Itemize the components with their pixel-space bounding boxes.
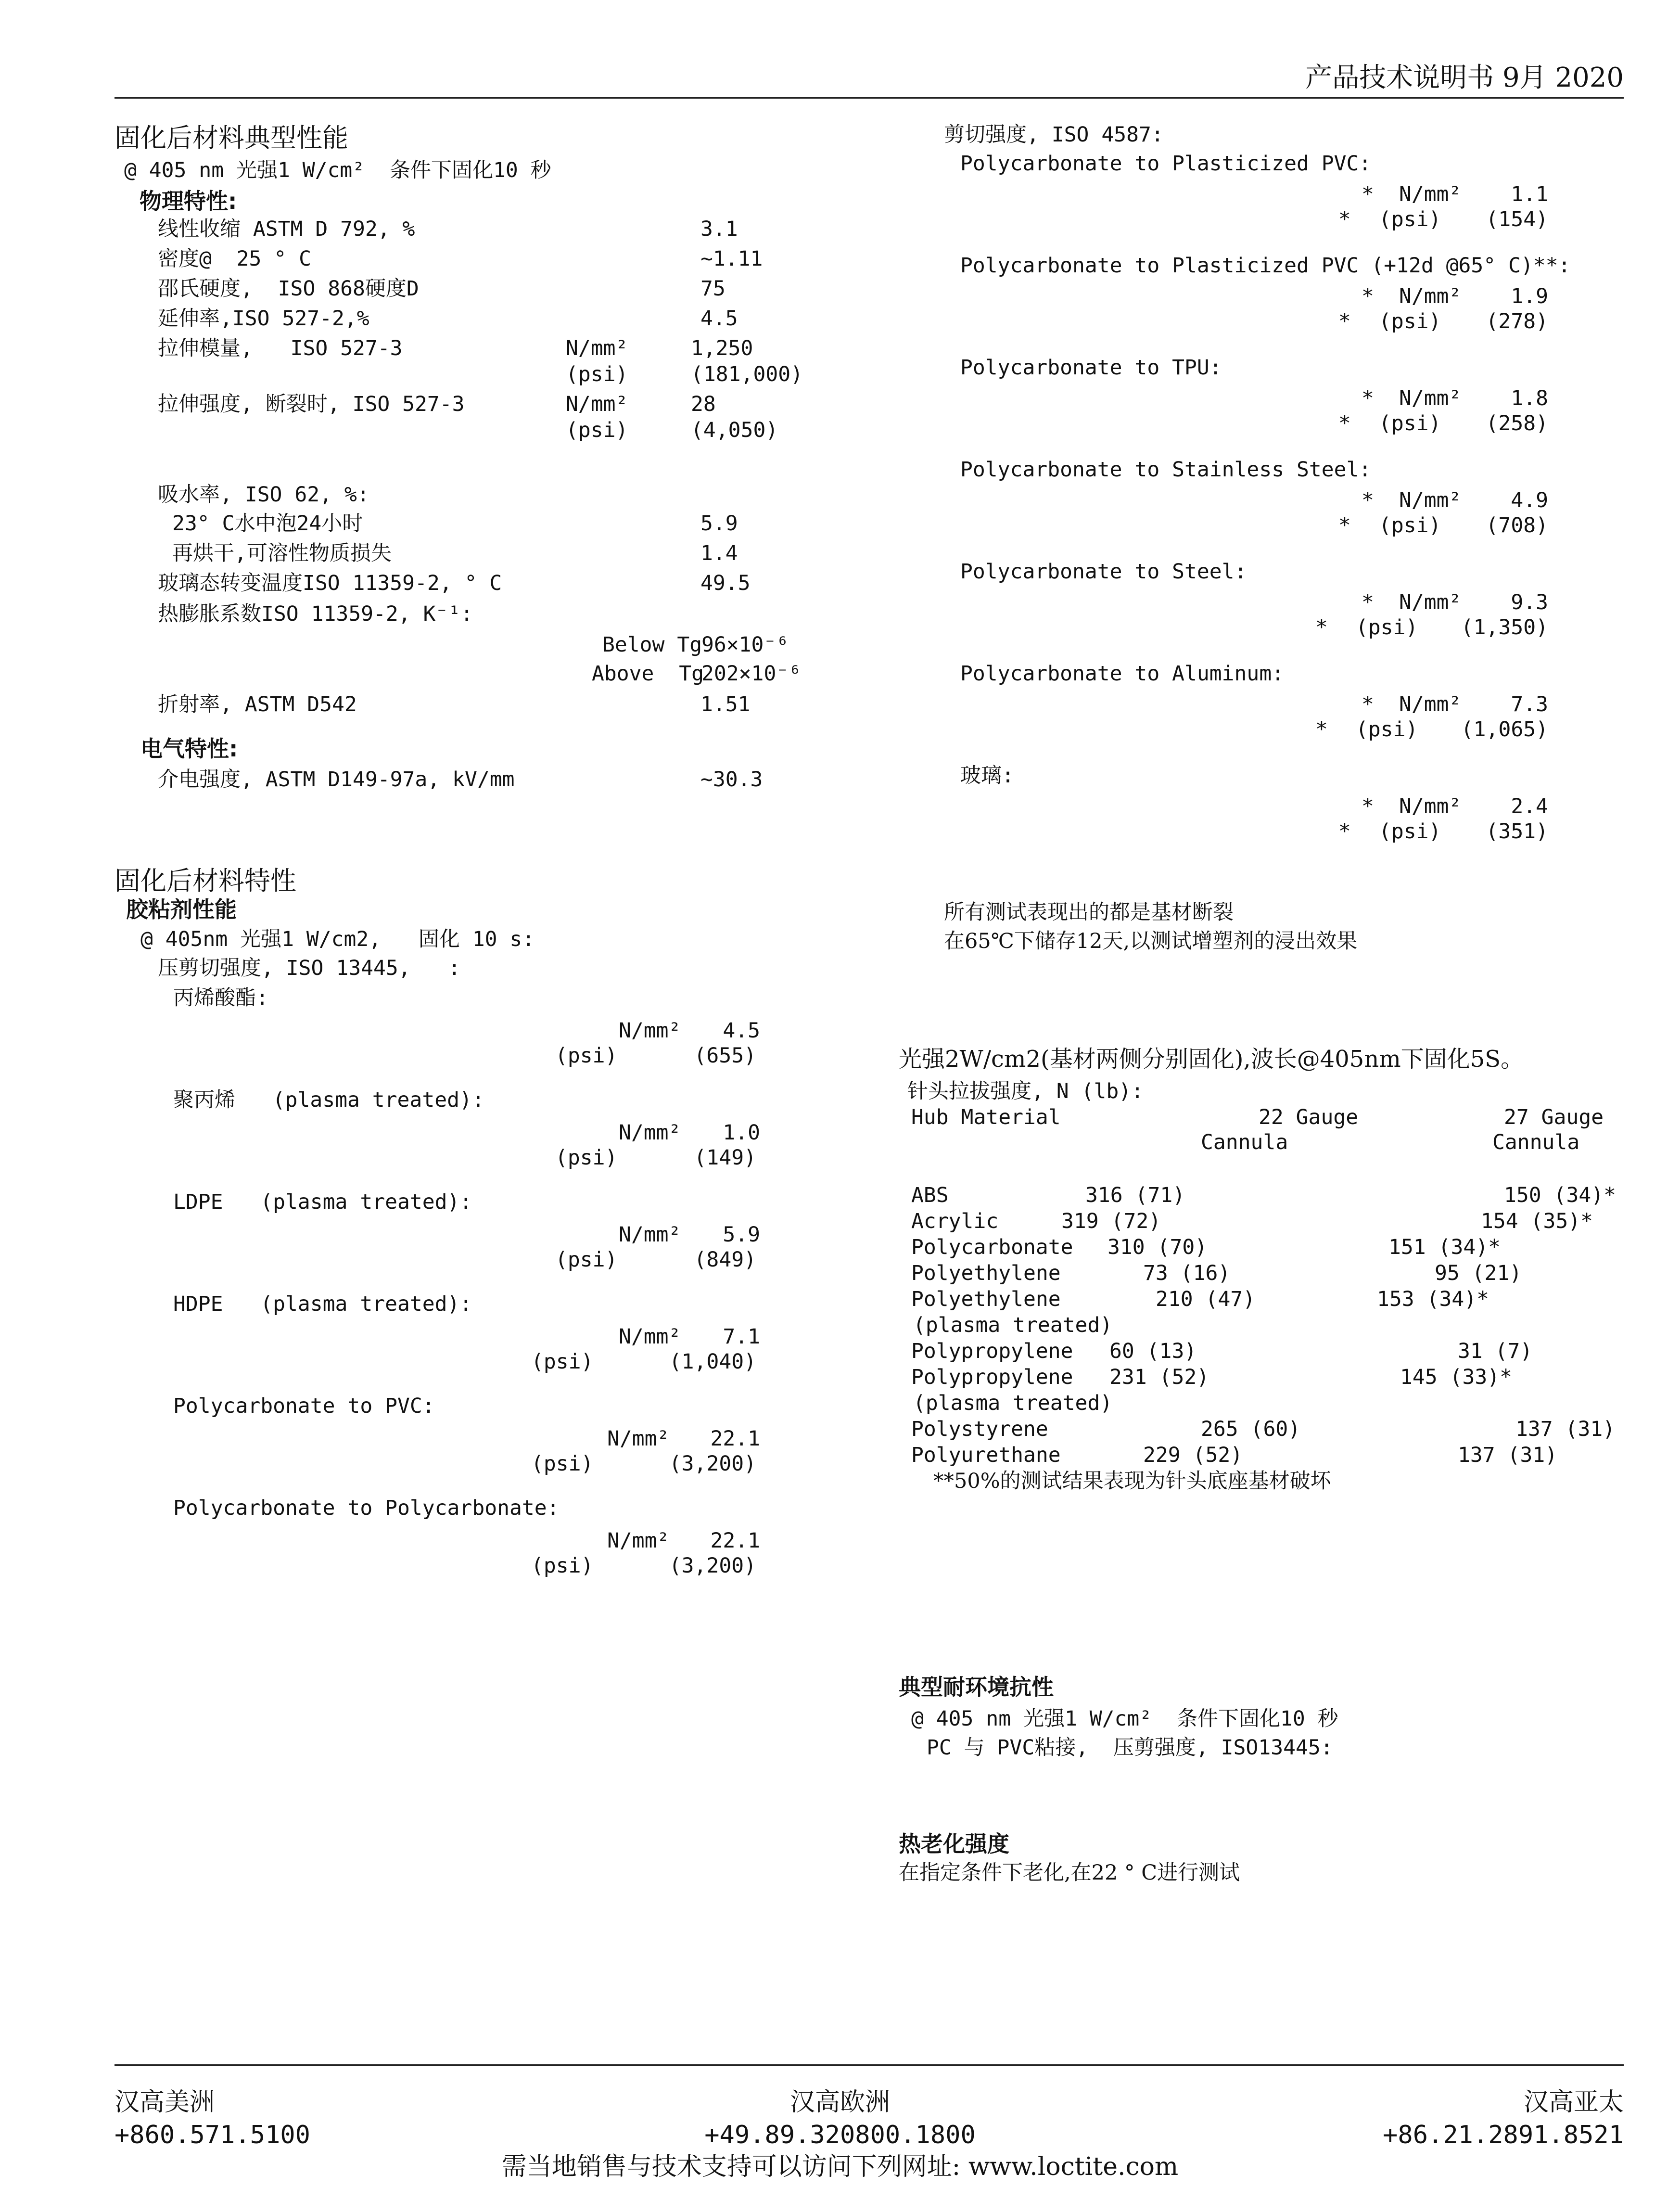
shear-item-name: Polycarbonate to Steel: xyxy=(960,560,1247,584)
shear-item-name: 玻璃: xyxy=(960,764,1014,788)
star-mark: * xyxy=(1362,488,1374,512)
cured-properties-title: 固化后材料特性 xyxy=(115,866,296,896)
refractive-index-label: 折射率, ASTM D542 xyxy=(158,692,357,716)
gauge-22-value: 265 (60) xyxy=(1201,1417,1301,1441)
substrate-name: Polycarbonate to PVC: xyxy=(173,1394,435,1418)
row-label: 邵氏硬度, ISO 868硬度D xyxy=(158,277,419,301)
unit-psi: (psi) xyxy=(555,1044,618,1068)
unit-nmm: N/mm² xyxy=(1399,182,1462,206)
cte-above-value: 202×10⁻⁶ xyxy=(701,662,802,686)
gauge-27-value: 31 (7) xyxy=(1458,1339,1533,1363)
water-row-value: 1.4 xyxy=(700,541,738,565)
row-value: ~1.11 xyxy=(700,247,763,271)
unit-psi: (psi) xyxy=(1356,717,1418,742)
glass-transition-label: 玻璃态转变温度ISO 11359-2, ° C xyxy=(158,571,502,595)
cte-below-label: Below Tg xyxy=(602,633,702,657)
unit-psi: (psi) xyxy=(1379,207,1441,231)
row-unit: N/mm² xyxy=(566,392,628,416)
column-header-27-gauge: 27 Gauge xyxy=(1504,1105,1604,1129)
unit-psi: (psi) xyxy=(1379,309,1441,333)
substrate-name: 聚丙烯 (plasma treated): xyxy=(173,1088,484,1112)
gauge-27-value: 154 (35)* xyxy=(1481,1209,1593,1233)
substrate-name: 丙烯酸酯: xyxy=(173,986,268,1010)
hub-material: (plasma treated) xyxy=(913,1391,1113,1415)
row-label: 延伸率,ISO 527-2,% xyxy=(158,307,369,331)
hub-material: Polystyrene xyxy=(911,1417,1048,1441)
row-value: 28 xyxy=(691,392,716,416)
gauge-22-value: 310 (70) xyxy=(1107,1235,1208,1259)
gauge-22-value: 73 (16) xyxy=(1143,1261,1231,1285)
shear-item-name: Polycarbonate to Plasticized PVC (+12d @65° C)**: xyxy=(960,254,1571,278)
row-unit: (psi) xyxy=(566,418,628,442)
unit-psi: (psi) xyxy=(1356,615,1418,640)
star-mark: * xyxy=(1362,182,1374,206)
cte-above-label: Above Tg xyxy=(592,662,704,686)
unit-psi: (psi) xyxy=(531,1452,594,1476)
unit-nmm: N/mm² xyxy=(1399,386,1462,410)
shear-item-name: Polycarbonate to TPU: xyxy=(960,356,1222,380)
water-row-label: 再烘干,可溶性物质损失 xyxy=(172,541,392,565)
shear-nmm-value: 9.3 xyxy=(1511,590,1548,614)
typical-properties-title: 固化后材料典型性能 xyxy=(115,123,348,153)
water-row-value: 5.9 xyxy=(700,512,738,536)
shear-psi-value: (1,065) xyxy=(1461,717,1548,742)
gauge-22-value: 229 (52) xyxy=(1143,1443,1243,1467)
star-mark: * xyxy=(1338,513,1351,537)
star-mark: * xyxy=(1362,284,1374,308)
shear-nmm-value: 2.4 xyxy=(1511,794,1548,819)
shear-nmm-value: 7.3 xyxy=(1511,692,1548,716)
substrate-nmm-value: 1.0 xyxy=(723,1121,760,1145)
substrate-psi-value: (149) xyxy=(694,1146,756,1170)
dielectric-strength-value: ~30.3 xyxy=(700,767,763,792)
substrate-nmm-value: 7.1 xyxy=(723,1325,760,1349)
row-label: 拉伸强度, 断裂时, ISO 527-3 xyxy=(158,392,465,416)
heat-aging-text: 在指定条件下老化,在22 ° C进行测试 xyxy=(899,1861,1240,1885)
environmental-bond-note: PC 与 PVC粘接, 压剪强度, ISO13445: xyxy=(927,1736,1333,1760)
gauge-22-value: 231 (52) xyxy=(1109,1365,1209,1389)
gauge-27-value: 150 (34)* xyxy=(1504,1183,1616,1207)
needle-pull-title: 光强2W/cm2(基材两侧分别固化),波长@405nm下固化5S。 xyxy=(899,1046,1524,1073)
hub-material: Polycarbonate xyxy=(911,1235,1073,1259)
footer-asia-name: 汉高亚太 xyxy=(1523,2088,1624,2117)
footer-europe-phone: +49.89.320800.1800 xyxy=(704,2121,976,2149)
star-mark: * xyxy=(1315,717,1328,742)
footer-asia-phone: +86.21.2891.8521 xyxy=(1383,2121,1624,2149)
star-mark: * xyxy=(1362,386,1374,410)
shear-psi-value: (258) xyxy=(1486,411,1548,435)
substrate-psi-value: (655) xyxy=(694,1044,756,1068)
substrate-nmm-value: 22.1 xyxy=(710,1529,760,1553)
substrate-psi-value: (1,040) xyxy=(669,1350,756,1374)
star-mark: * xyxy=(1338,819,1351,844)
unit-psi: (psi) xyxy=(1379,513,1441,537)
shear-footnote-1: 所有测试表现出的都是基材断裂 xyxy=(944,900,1234,924)
hub-material: Polypropylene xyxy=(911,1339,1073,1363)
heat-aging-heading: 热老化强度 xyxy=(899,1831,1009,1857)
hub-material: Polypropylene xyxy=(911,1365,1073,1389)
substrate-nmm-value: 22.1 xyxy=(710,1427,760,1451)
unit-psi: (psi) xyxy=(555,1146,618,1170)
needle-pull-subtitle: 针头拉拔强度, N (lb): xyxy=(907,1079,1144,1103)
star-mark: * xyxy=(1362,590,1374,614)
unit-psi: (psi) xyxy=(555,1248,618,1272)
unit-nmm: N/mm² xyxy=(619,1121,681,1145)
gauge-27-value: 153 (34)* xyxy=(1377,1287,1489,1311)
footer-americas-name: 汉高美洲 xyxy=(115,2088,215,2117)
unit-psi: (psi) xyxy=(531,1350,594,1374)
footer-americas-phone: +860.571.5100 xyxy=(115,2121,310,2149)
refractive-index-value: 1.51 xyxy=(700,692,751,716)
gauge-27-value: 95 (21) xyxy=(1435,1261,1522,1285)
unit-nmm: N/mm² xyxy=(1399,590,1462,614)
dielectric-strength-label: 介电强度, ASTM D149-97a, kV/mm xyxy=(158,767,515,792)
shear-item-name: Polycarbonate to Plasticized PVC: xyxy=(960,152,1372,176)
row-value: (181,000) xyxy=(691,362,803,386)
footer-rule xyxy=(115,2064,1624,2066)
row-value: 75 xyxy=(700,277,725,301)
unit-nmm: N/mm² xyxy=(1399,488,1462,512)
substrate-name: HDPE (plasma treated): xyxy=(173,1292,472,1316)
column-header-27-cannula: Cannula xyxy=(1492,1130,1580,1154)
shear-psi-value: (708) xyxy=(1486,513,1548,537)
row-unit: (psi) xyxy=(566,362,628,386)
star-mark: * xyxy=(1338,309,1351,333)
gauge-27-value: 137 (31) xyxy=(1458,1443,1558,1467)
water-absorption-label: 吸水率, ISO 62, %: xyxy=(158,483,369,507)
substrate-psi-value: (3,200) xyxy=(669,1554,756,1578)
unit-nmm: N/mm² xyxy=(619,1019,681,1043)
shear-psi-value: (154) xyxy=(1486,207,1548,231)
column-header-22-cannula: Cannula xyxy=(1201,1130,1288,1154)
environmental-resistance-heading: 典型耐环境抗性 xyxy=(899,1674,1054,1700)
unit-psi: (psi) xyxy=(1379,819,1441,844)
adhesive-properties-heading: 胶粘剂性能 xyxy=(126,896,237,922)
hub-material: Polyurethane xyxy=(911,1443,1061,1467)
typical-cure-note: @ 405 nm 光强1 W/cm² 条件下固化10 秒 xyxy=(124,158,551,182)
adhesive-cure-note: @ 405nm 光强1 W/cm2, 固化 10 s: xyxy=(140,927,535,951)
star-mark: * xyxy=(1338,411,1351,435)
row-label: 拉伸模量, ISO 527-3 xyxy=(158,336,403,360)
shear-nmm-value: 1.1 xyxy=(1511,182,1548,206)
gauge-27-value: 137 (31) xyxy=(1515,1417,1616,1441)
shear-strength-title: 剪切强度, ISO 4587: xyxy=(944,123,1164,147)
thermal-expansion-label: 热膨胀系数ISO 11359-2, K⁻¹: xyxy=(158,602,473,626)
unit-psi: (psi) xyxy=(1379,411,1441,435)
row-value: (4,050) xyxy=(691,418,778,442)
substrate-nmm-value: 5.9 xyxy=(723,1223,760,1247)
row-label: 密度@ 25 ° C xyxy=(158,247,311,271)
shear-psi-value: (351) xyxy=(1486,819,1548,844)
substrate-name: LDPE (plasma treated): xyxy=(173,1190,472,1214)
environmental-cure-note: @ 405 nm 光强1 W/cm² 条件下固化10 秒 xyxy=(911,1707,1338,1731)
hub-material: ABS xyxy=(911,1183,949,1207)
row-unit: N/mm² xyxy=(566,336,628,360)
gauge-27-value: 151 (34)* xyxy=(1388,1235,1501,1259)
substrate-nmm-value: 4.5 xyxy=(723,1019,760,1043)
compressive-shear-label: 压剪切强度, ISO 13445, : xyxy=(158,956,461,980)
hub-material: Polyethylene xyxy=(911,1261,1061,1285)
needle-pull-note: **50%的测试结果表现为针头底座基材破坏 xyxy=(933,1469,1331,1493)
header-rule xyxy=(115,97,1624,99)
gauge-22-value: 316 (71) xyxy=(1085,1183,1185,1207)
substrate-name: Polycarbonate to Polycarbonate: xyxy=(173,1496,560,1520)
shear-item-name: Polycarbonate to Stainless Steel: xyxy=(960,458,1372,482)
shear-psi-value: (278) xyxy=(1486,309,1548,333)
unit-nmm: N/mm² xyxy=(619,1223,681,1247)
unit-nmm: N/mm² xyxy=(1399,794,1462,819)
document-header-title: 产品技术说明书 9月 2020 xyxy=(1305,62,1624,93)
unit-nmm: N/mm² xyxy=(1399,692,1462,716)
shear-nmm-value: 1.9 xyxy=(1511,284,1548,308)
unit-nmm: N/mm² xyxy=(607,1529,670,1553)
row-value: 3.1 xyxy=(700,217,738,241)
physical-properties-heading: 物理特性: xyxy=(140,188,237,214)
star-mark: * xyxy=(1315,615,1328,640)
shear-item-name: Polycarbonate to Aluminum: xyxy=(960,662,1285,686)
shear-nmm-value: 4.9 xyxy=(1511,488,1548,512)
row-label: 线性收缩 ASTM D 792, % xyxy=(158,217,415,241)
substrate-psi-value: (849) xyxy=(694,1248,756,1272)
star-mark: * xyxy=(1362,692,1374,716)
star-mark: * xyxy=(1338,207,1351,231)
gauge-22-value: 319 (72) xyxy=(1061,1209,1161,1233)
glass-transition-value: 49.5 xyxy=(700,571,751,595)
column-header-22-gauge: 22 Gauge xyxy=(1259,1105,1359,1129)
unit-nmm: N/mm² xyxy=(619,1325,681,1349)
gauge-27-value: 145 (33)* xyxy=(1400,1365,1512,1389)
gauge-22-value: 60 (13) xyxy=(1109,1339,1197,1363)
hub-material: Acrylic xyxy=(911,1209,999,1233)
gauge-22-value: 210 (47) xyxy=(1156,1287,1256,1311)
substrate-psi-value: (3,200) xyxy=(669,1452,756,1476)
electrical-properties-heading: 电气特性: xyxy=(140,736,238,762)
footer-support-text: 需当地销售与技术支持可以访问下列网址: www.loctite.com xyxy=(501,2152,1179,2181)
unit-nmm: N/mm² xyxy=(607,1427,670,1451)
unit-psi: (psi) xyxy=(531,1554,594,1578)
row-value: 1,250 xyxy=(691,336,753,360)
shear-footnote-2: 在65℃下储存12天,以测试增塑剂的浸出效果 xyxy=(944,929,1358,953)
shear-psi-value: (1,350) xyxy=(1461,615,1548,640)
hub-material: (plasma treated) xyxy=(913,1313,1113,1337)
water-row-label: 23° C水中泡24小时 xyxy=(172,512,363,536)
cte-below-value: 96×10⁻⁶ xyxy=(701,633,789,657)
unit-nmm: N/mm² xyxy=(1399,284,1462,308)
shear-nmm-value: 1.8 xyxy=(1511,386,1548,410)
column-header-hub-material: Hub Material xyxy=(911,1105,1061,1129)
row-value: 4.5 xyxy=(700,307,738,331)
hub-material: Polyethylene xyxy=(911,1287,1061,1311)
footer-europe-name: 汉高欧洲 xyxy=(789,2088,890,2117)
star-mark: * xyxy=(1362,794,1374,819)
